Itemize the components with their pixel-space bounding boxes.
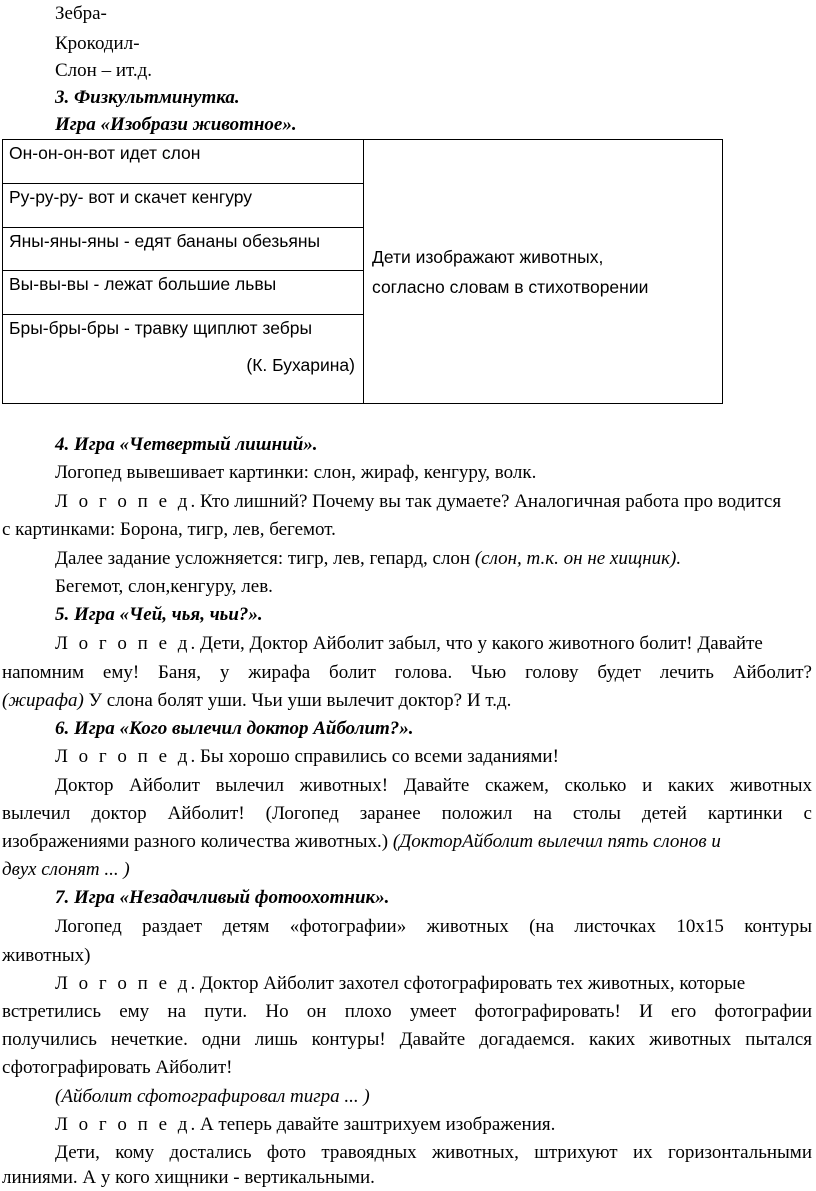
poem-line-4: Вы-вы-вы - лежат большие львы	[9, 274, 277, 294]
section-3-game-title: Игра «Изобрази животное».	[55, 114, 297, 135]
section-6-line-1: Л о г о п е д. Бы хорошо справились со всеми заданиями!	[55, 746, 559, 767]
poem-cell-1	[3, 140, 364, 184]
section-7-line-1: Логопед раздает детям «фотографии» животных (на листочках 10х15 контуры	[55, 916, 812, 937]
intro-line-2: Крокодил-	[55, 33, 140, 54]
poem-line-5: Бры-бры-бры - травку щиплют зебры	[9, 318, 313, 338]
section-7-line-10: линиями. А у кого хищники - вертикальными.	[2, 1167, 375, 1188]
section-7-line-2: животных)	[2, 945, 91, 966]
instruction-line-2: согласно словам в стихотворении	[372, 276, 649, 297]
section-6-line-5: двух слонят ... )	[2, 859, 130, 880]
section-7-line-4: встретились ему на пути. Но он плохо умеет фотографировать! И его фотографии	[2, 1001, 812, 1022]
poem-line-2: Ру-ру-ру- вот и скачет кенгуру	[9, 187, 253, 207]
poem-cell-5	[3, 315, 364, 404]
section-4-paragraph-2-cont: с картинками: Борона, тигр, лев, бегемот.	[2, 519, 336, 540]
section-7-line-3: Л о г о п е д. Доктор Айболит захотел сфотографировать тех животных, которые	[55, 973, 746, 994]
instruction-line-1: Дети изображают животных,	[372, 246, 604, 267]
section-4-paragraph-4: Бегемот, слон,кенгуру, лев.	[55, 576, 273, 597]
section-4-paragraph-3: Далее задание усложняется: тигр, лев, гепард, слон (слон, т.к. он не хищник).	[55, 548, 682, 569]
section-5-heading: 5. Игра «Чей, чья, чьи?».	[55, 604, 263, 625]
section-7-line-9: Дети, кому достались фото травоядных животных, штрихуют их горизонтальными	[55, 1142, 812, 1163]
speaker-label: Л о г о п е д	[55, 746, 191, 767]
speaker-label: Л о г о п е д	[55, 491, 191, 512]
section-5-line-1: Л о г о п е д. Дети, Доктор Айболит забыл, что у какого животного болит! Давайте	[55, 633, 763, 654]
poem-line-1: Он-он-он-вот идет слон	[9, 143, 201, 163]
section-6-line-3: вылечил доктор Айболит! (Логопед заранее положил на столы детей картинки с	[2, 803, 812, 824]
poem-table	[2, 139, 723, 404]
intro-line-1: Зебра-	[55, 3, 107, 24]
poem-cell-2	[3, 184, 364, 228]
section-7-heading: 7. Игра «Незадачливый фотоохотник».	[55, 887, 390, 908]
section-7-line-5: получились нечеткие. одни лишь контуры! Давайте догадаемся. каких животных пытался	[2, 1029, 812, 1050]
section-6-line-2: Доктор Айболит вылечил животных! Давайте скажем, сколько и каких животных	[55, 775, 812, 796]
section-4-paragraph-2: Л о г о п е д. Кто лишний? Почему вы так думаете? Аналогичная работа про водится	[55, 491, 782, 512]
section-4-paragraph-1: Логопед вывешивает картинки: слон, жираф, кенгуру, волк.	[55, 462, 537, 483]
intro-line-3: Слон – ит.д.	[55, 60, 153, 81]
speaker-label: Л о г о п е д	[55, 1114, 191, 1135]
section-7-line-8: Л о г о п е д. А теперь давайте заштрихуем изображения.	[55, 1114, 556, 1135]
speaker-label: Л о г о п е д	[55, 973, 191, 994]
section-3-heading: 3. Физкультминутка.	[55, 87, 240, 108]
section-7-line-6: сфотографировать Айболит!	[2, 1057, 233, 1078]
section-5-line-2: напомним ему! Баня, у жирафа болит голова. Чью голову будет лечить Айболит?	[2, 662, 812, 683]
speaker-label: Л о г о п е д	[55, 633, 191, 654]
poem-author: (К. Бухарина)	[246, 355, 355, 375]
poem-line-3: Яны-яны-яны - едят бананы обезьяны	[9, 231, 321, 251]
section-7-line-7: (Айболит сфотографировал тигра ... )	[55, 1086, 370, 1107]
section-4-heading: 4. Игра «Четвертый лишний».	[55, 434, 318, 455]
section-5-line-3: (жирафа) У слона болят уши. Чьи уши вылечит доктор? И т.д.	[2, 690, 512, 711]
section-6-heading: 6. Игра «Кого вылечил доктор Айболит?».	[55, 718, 414, 739]
section-6-line-4: изображениями разного количества животных.) (ДокторАйболит вылечил пять слонов и	[2, 831, 721, 852]
poem-cell-3	[3, 228, 364, 271]
poem-cell-4	[3, 271, 364, 315]
poem-instruction-cell	[364, 140, 723, 404]
